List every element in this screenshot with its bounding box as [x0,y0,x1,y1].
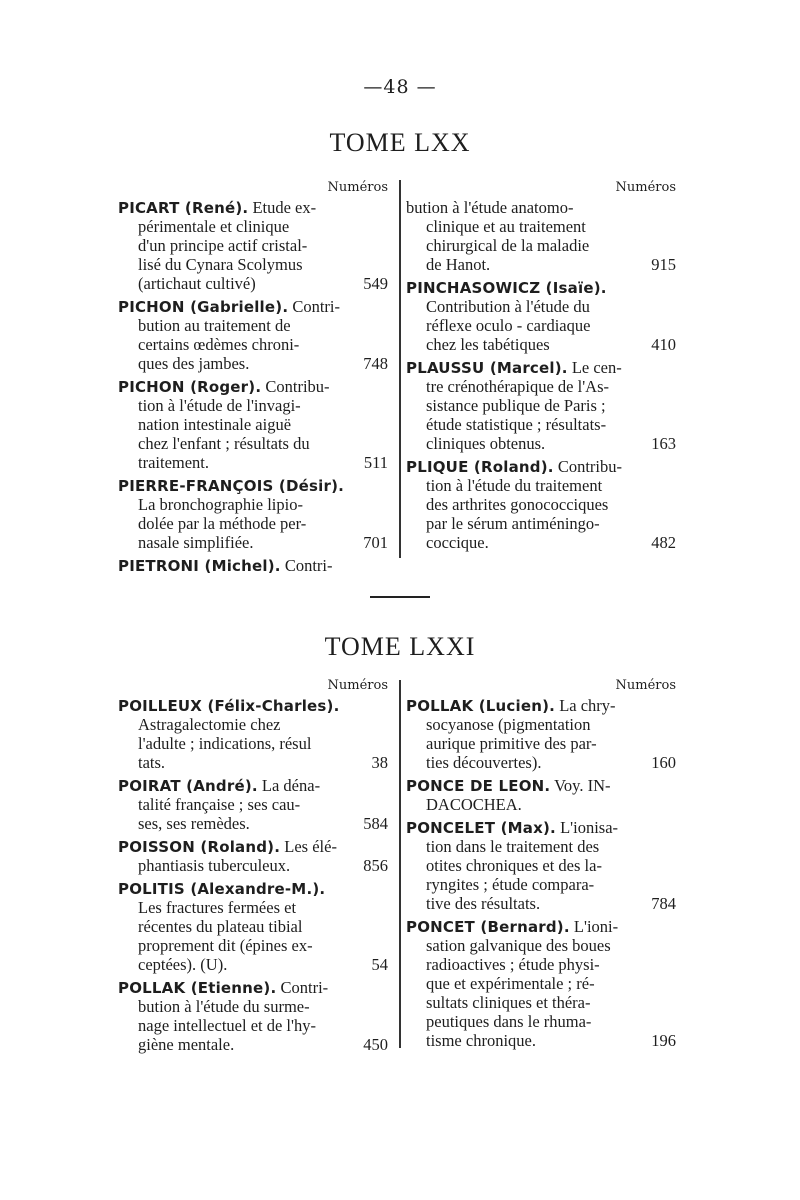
entry-text-line: PICHON (Gabrielle). Contri- [118,297,341,316]
entry-text-line: ceptées). (U). [138,955,228,974]
entry-text-line: tats. [138,753,166,772]
entry-text-line: que et expérimentale ; ré- [426,974,595,993]
entry-number: 196 [651,1031,676,1050]
entry-text-line: giène mentale. [138,1035,235,1054]
index-entry [118,879,388,974]
index-entry [406,358,676,453]
entry-text-line: POILLEUX (Félix-Charles). [118,697,340,715]
entry-text-line: sistance publique de Paris ; [426,396,606,415]
entry-text-line: PLAUSSU (Marcel). Le cen- [406,358,622,377]
entry-text-line: nasale simplifiée. [138,533,254,552]
numeros-header: Numéros [615,180,676,195]
index-entry [118,837,388,875]
index-entry [118,776,388,833]
page-number: —48 — [363,76,437,98]
entry-text-line: récentes du plateau tibial [138,917,303,936]
index-entry [406,917,676,1050]
entry-text-line: ses, ses remèdes. [138,814,250,833]
entry-text-line: tre crénothérapique de l'As- [426,377,610,396]
entry-text-line: talité française ; ses cau- [138,795,301,814]
index-entry [118,198,388,293]
entry-number: 784 [651,894,676,913]
entry-text-line: certains œdèmes chroni- [138,335,300,354]
entry-text-line: phantiasis tuberculeux. [138,856,291,875]
entry-text-line: tive des résultats. [426,894,541,913]
entry-number: 584 [363,814,388,833]
entry-text-line: aurique primitive des par- [426,734,597,753]
entry-text-line: PIETRONI (Michel). Contri- [118,556,333,575]
entry-text-line: POIRAT (André). La déna- [118,776,321,795]
index-entry [118,696,388,772]
entry-number: 482 [651,533,676,552]
index-entry [118,556,388,575]
entry-number: 450 [363,1035,388,1054]
tome-lxx-left-column [118,178,388,579]
entry-text-line: ryngites ; étude compara- [426,875,595,894]
entry-text-line: lisé du Cynara Scolymus [138,255,303,274]
entry-text-line: étude statistique ; résultats- [426,415,607,434]
entry-text-line: PICHON (Roger). Contribu- [118,377,330,396]
tome-title: TOME LXX [329,128,471,157]
entry-text-line: La bronchographie lipio- [138,495,303,514]
entry-text-line: PLIQUE (Roland). Contribu- [406,457,622,476]
entry-text-line: POLLAK (Lucien). La chry- [406,696,616,715]
index-entry [406,278,676,354]
tome-lxx-right-column [406,178,676,556]
entry-number: 163 [651,434,676,453]
entry-text-line: peutiques dans le rhuma- [426,1012,592,1031]
entry-text-line: tion dans le traitement des [426,837,600,856]
entry-number: 856 [363,856,388,875]
entry-number: 549 [363,274,388,293]
entry-text-line: nage intellectuel et de l'hy- [138,1016,316,1035]
entry-text-line: périmentale et clinique [138,217,290,236]
entry-text-line: POLLAK (Etienne). Contri- [118,978,329,997]
entry-text-line: POISSON (Roland). Les élé- [118,837,337,856]
entry-text-line: radioactives ; étude physi- [426,955,600,974]
entry-text-line: PINCHASOWICZ (Isaïe). [406,279,607,297]
index-entry [118,377,388,472]
entry-number: 511 [363,453,388,472]
index-entry [118,476,388,552]
entry-text-line: proprement dit (épines ex- [138,936,313,955]
entry-number: 748 [363,354,388,373]
entry-text-line: tisme chronique. [426,1031,536,1050]
column-divider [399,680,401,1048]
index-entry [406,457,676,552]
entry-text-line: sation galvanique des boues [426,936,611,955]
entry-text-line: (artichaut cultivé) [138,274,256,293]
entry-text-line: Contribution à l'étude du [426,297,590,316]
entry-text-line: otites chroniques et des la- [426,856,602,875]
entry-text-line: Les fractures fermées et [138,898,297,917]
entry-number: 160 [651,753,676,772]
index-entry [406,818,676,913]
entry-text-line: PONCELET (Max). L'ionisa- [406,818,619,837]
column-divider [399,180,401,558]
entry-text-line: par le sérum antiméningo- [426,514,600,533]
entry-text-line: bution au traitement de [138,316,291,335]
entry-text-line: socyanose (pigmentation [426,715,591,734]
entry-text-line: dolée par la méthode per- [138,514,307,533]
tome-lxxi-left-column [118,676,388,1058]
entry-number: 410 [651,335,676,354]
entry-text-line: d'un principe actif cristal- [138,236,308,255]
entry-number: 54 [371,955,388,974]
entry-text-line: PONCE DE LEON. Voy. IN- [406,776,611,795]
entry-text-line: sultats cliniques et théra- [426,993,591,1012]
index-entry [118,297,388,373]
entry-text-line: POLITIS (Alexandre-M.). [118,880,326,898]
entry-text-line: ques des jambes. [138,354,250,373]
index-entry [406,696,676,772]
entry-text-line: PICART (René). Etude ex- [118,198,317,217]
entry-text-line: l'adulte ; indications, résul [138,734,312,753]
numeros-header: Numéros [615,678,676,693]
entry-text-line: clinique et au traitement [426,217,586,236]
numeros-header: Numéros [327,180,388,195]
entry-text-line: ties découvertes). [426,753,542,772]
section-divider [370,596,430,598]
entry-text-line: cliniques obtenus. [426,434,546,453]
entry-number: 38 [371,753,388,772]
index-entry [118,978,388,1054]
entry-text-line: nation intestinale aiguë [138,415,292,434]
entry-text-line: tion à l'étude de l'invagi- [138,396,301,415]
entry-text-line: traitement. [138,453,210,472]
index-entry [406,198,676,274]
numeros-header: Numéros [327,678,388,693]
entry-text-line: bution à l'étude anatomo- [406,198,574,217]
entry-text-line: tion à l'étude du traitement [426,476,603,495]
entry-text-line: chirurgical de la maladie [426,236,590,255]
entry-number: 701 [363,533,388,552]
entry-text-line: coccique. [426,533,489,552]
entry-text-line: réflexe oculo - cardiaque [426,316,591,335]
entry-text-line: PONCET (Bernard). L'ioni- [406,917,619,936]
entry-text-line: de Hanot. [426,255,491,274]
entry-text-line: chez les tabétiques [426,335,550,354]
entry-text-line: bution à l'étude du surme- [138,997,310,1016]
entry-text-line: PIERRE-FRANÇOIS (Désir). [118,477,345,495]
entry-text-line: Astragalectomie chez [138,715,281,734]
entry-text-line: chez l'enfant ; résultats du [138,434,310,453]
entry-text-line: DACOCHEA. [426,795,522,814]
index-entry [406,776,676,814]
entry-number: 915 [651,255,676,274]
tome-lxxi-right-column [406,676,676,1054]
tome-title: TOME LXXI [324,632,476,661]
entry-text-line: des arthrites gonococciques [426,495,609,514]
